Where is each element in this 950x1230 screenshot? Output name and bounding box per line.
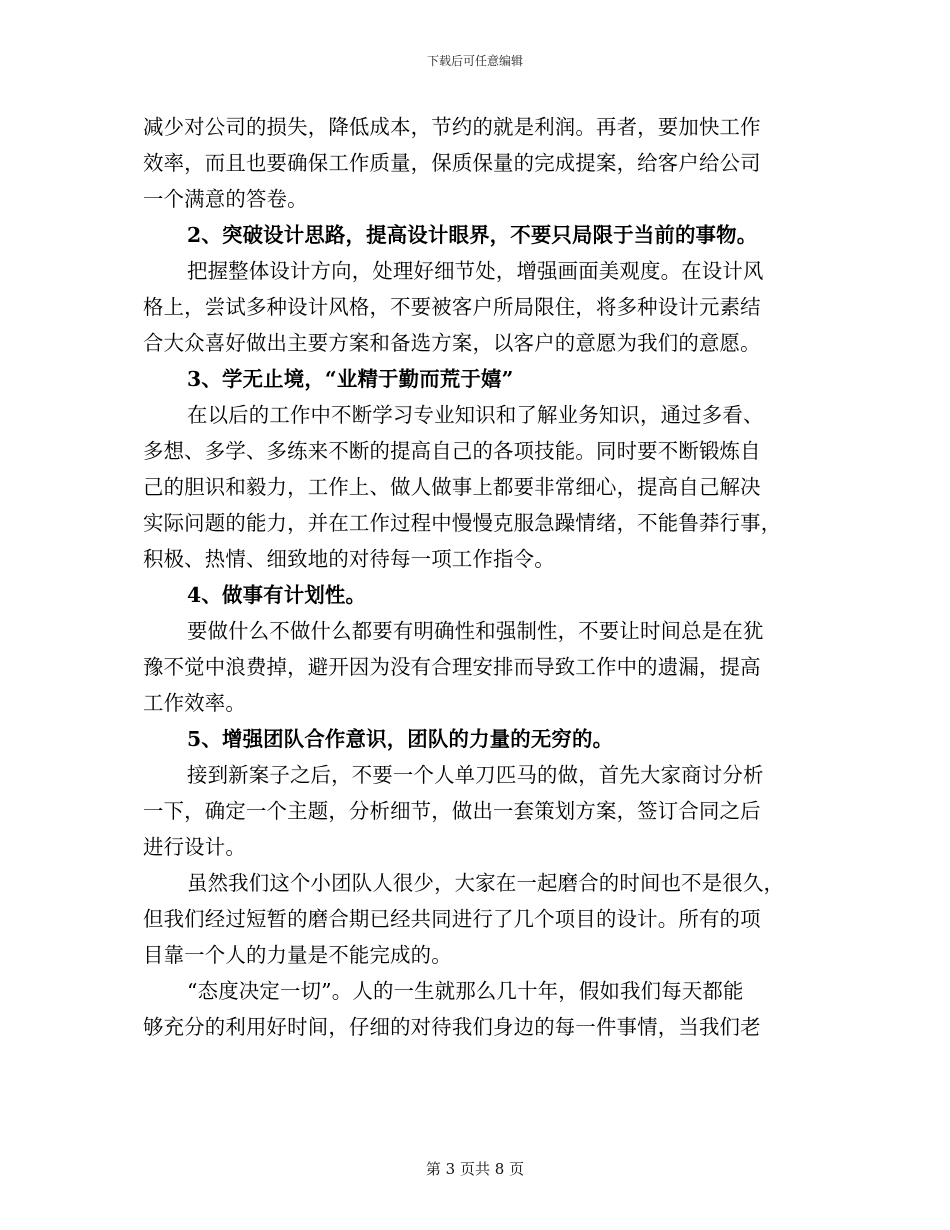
- body-line: 在以后的工作中不断学习专业知识和了解业务知识，通过多看、: [187, 403, 764, 427]
- body-line: 进行设计。: [143, 835, 246, 859]
- body-line: 豫不觉中浪费掉，避开因为没有合理安排而导致工作中的遗漏，提高: [143, 655, 761, 679]
- body-line: 减少对公司的损失，降低成本，节约的就是利润。再者，要加快工作: [143, 115, 761, 139]
- document-body: [143, 109, 803, 1045]
- body-line: “态度决定一切”。人的一生就那么几十年，假如我们每天都能: [187, 979, 744, 1003]
- page-header: 下载后可任意编辑: [426, 54, 523, 68]
- body-line: 目靠一个人的力量是不能完成的。: [143, 943, 452, 967]
- body-line: 接到新案子之后，不要一个人单刀匹马的做，首先大家商讨分析: [187, 763, 764, 787]
- body-line: 一个满意的答卷。: [143, 187, 308, 211]
- body-line: 但我们经过短暂的磨合期已经共同进行了几个项目的设计。所有的项: [143, 907, 761, 931]
- section-heading: 4、做事有计划性。: [187, 583, 367, 607]
- body-line: 把握整体设计方向，处理好细节处，增强画面美观度。在设计风: [187, 259, 764, 283]
- body-line: 实际问题的能力，并在工作过程中慢慢克服急躁情绪，不能鲁莽行事，: [143, 511, 782, 535]
- body-line: 合大众喜好做出主要方案和备选方案，以客户的意愿为我们的意愿。: [143, 331, 761, 355]
- body-line: 虽然我们这个小团队人很少，大家在一起磨合的时间也不是很久，: [187, 871, 785, 895]
- body-line: 工作效率。: [143, 691, 246, 715]
- body-line: 己的胆识和毅力，工作上、做人做事上都要非常细心，提高自己解决: [143, 475, 761, 499]
- body-line: 积极、热情、细致地的对待每一项工作指令。: [143, 547, 555, 571]
- body-line: 够充分的利用好时间，仔细的对待我们身边的每一件事情，当我们老: [143, 1015, 761, 1039]
- body-line: 一下，确定一个主题，分析细节，做出一套策划方案，签订合同之后: [143, 799, 761, 823]
- body-line: 要做什么不做什么都要有明确性和强制性，不要让时间总是在犹: [187, 619, 764, 643]
- section-heading: 3、学无止境，“业精于勤而荒于嬉”: [187, 367, 514, 391]
- page-number: 第 3 页共 8 页: [425, 1160, 525, 1178]
- section-heading: 5、增强团队合作意识，团队的力量的无穷的。: [187, 727, 614, 751]
- body-line: 效率，而且也要确保工作质量，保质保量的完成提案，给客户给公司: [143, 151, 761, 175]
- section-heading: 2、突破设计思路，提高设计眼界，不要只局限于当前的事物。: [187, 223, 758, 247]
- body-line: 格上，尝试多种设计风格，不要被客户所局限住，将多种设计元素结: [143, 295, 761, 319]
- body-line: 多想、多学、多练来不断的提高自己的各项技能。同时要不断锻炼自: [143, 439, 761, 463]
